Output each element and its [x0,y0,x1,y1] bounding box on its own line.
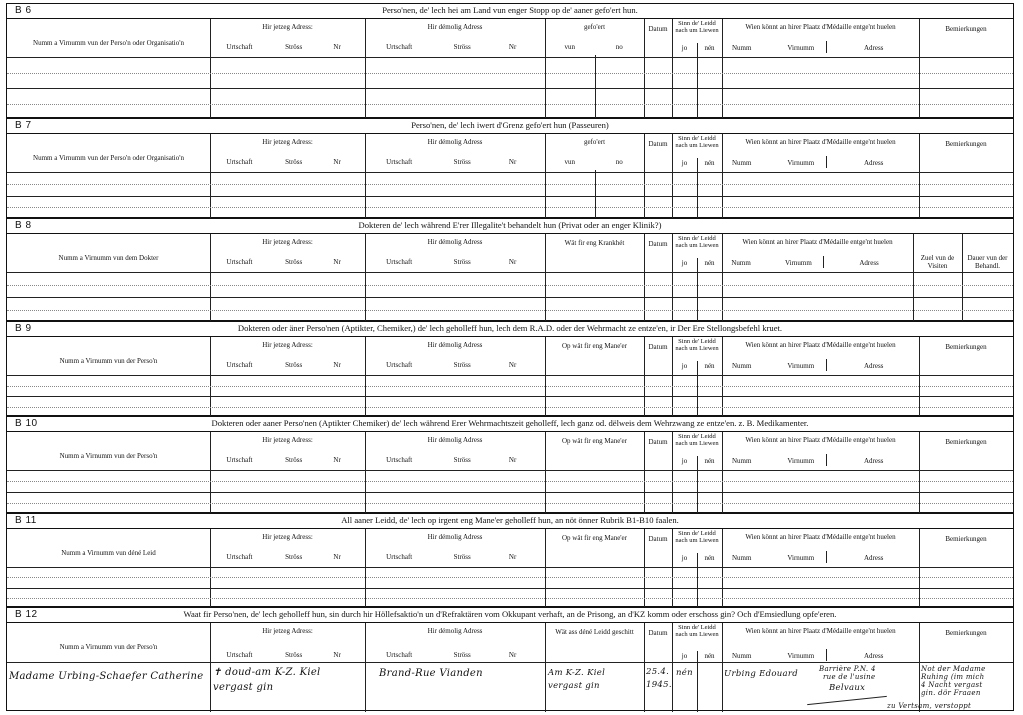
transported-header: gefo'ert [583,138,606,146]
handwritten-underline [807,696,887,705]
no-subheader: nén [704,159,715,167]
section-header [7,322,1013,337]
former-address-header: Hir démolig Adress [427,436,483,444]
former-address-header: Hir démolig Adress [427,238,483,246]
street-subheader: Ströss [453,43,471,51]
handwritten-fate-2: vergast gin [548,681,600,691]
yes-subheader: jo [681,457,688,465]
column-rule [697,43,698,119]
column-rule [697,651,698,712]
recipient-name-subheader: Numm [731,259,751,267]
section-header [7,119,1013,134]
section-b6 [6,3,1014,118]
first-column-header: Numm a Virnumm vun der Perso'n [59,643,158,651]
yes-subheader: jo [681,362,688,370]
town-subheader: Urtschaft [226,456,253,464]
section-header [7,219,1013,234]
recipient-address-subheader: Adress [859,259,879,267]
section-header [7,608,1013,623]
section-code: B 8 [15,220,32,231]
street-subheader: Ströss [453,158,471,166]
street-subheader: Ströss [285,651,303,659]
section-b8 [6,218,1014,321]
remarks-header: Bemierkungen [945,535,987,543]
current-address-header: Hir jetzeg Adress: [262,341,313,349]
section-title: Perso'nen, de' lech hei am Land vun enger Stopp op de' aaner gefo'ert hun. [382,5,638,15]
column-rule [697,361,698,417]
street-subheader: Ströss [453,456,471,464]
column-rule [672,529,673,608]
section-b7 [6,118,1014,218]
recipient-name-subheader: Numm [731,44,752,52]
date-header: Datum [648,240,668,248]
remarks-header: Bemierkungen [945,140,987,148]
to-subheader: no [615,158,623,166]
subcolumn-rule [826,551,827,563]
medal-recipient-header: Wien könnt an hirer Plaatz d'Médaille entge'nt huelen [745,436,896,444]
recipient-address-subheader: Adress [863,362,884,370]
section-header [7,4,1013,19]
entry-line [7,503,1013,504]
first-column-header: Numm a Virnumm vun der Perso'n oder Organisatio'n [33,154,184,162]
header-bottom-rule [7,470,1013,471]
town-subheader: Urtschaft [226,553,253,561]
recipient-name-subheader: Numm [731,457,752,465]
section-b9 [6,321,1014,416]
number-subheader: Nr [508,43,517,51]
street-subheader: Ströss [285,553,303,561]
section-b12 [6,607,1014,711]
entry-row-rule [7,196,1013,197]
current-address-header: Hir jetzeg Adress: [262,138,313,146]
section-title: All aaner Leidd, de' lech op irgent eng Mane'er geholleff hun, an nöt önner Rubrik B1-B10 faalen. [341,515,679,525]
column-rule [697,553,698,608]
entry-line [7,184,1013,185]
first-column-header: Numm a Virnumm vun dem Dokter [58,254,159,262]
recipient-address-subheader: Adress [863,554,884,562]
date-header: Datum [648,535,668,543]
number-subheader: Nr [333,258,341,266]
handwritten-current-address-2: vergast gin [213,682,274,693]
yes-subheader: jo [681,554,688,562]
column-rule [722,234,723,322]
town-subheader: Urtschaft [386,43,413,51]
number-subheader: Nr [508,258,517,266]
column-rule [697,456,698,514]
entry-line [7,207,1013,208]
medal-recipient-header: Wien könnt an hirer Plaatz d'Médaille entge'nt huelen [745,23,896,31]
column-rule [210,337,211,417]
medal-recipient-header: Wien könnt an hirer Plaatz d'Médaille entge'nt huelen [742,238,893,246]
street-subheader: Ströss [285,456,303,464]
section-title: Dokteren oder äner Perso'nen (Aptikter, Chemiker,) de' lech geholleff hun, lech dem R.A.D. oder der Wehrmacht ze entze'en, ir Der Ere Stellongsbefehl kruet. [237,323,783,333]
first-column-header: Numm a Virnumm vun der Perso'n oder Organisatio'n [33,39,184,47]
method-header: Op wät fir eng Mane'er [561,342,627,350]
from-subheader: vun [564,158,575,166]
still-alive-header: Sinn de' Leidd nach um Liewen [675,433,719,447]
entry-line [7,386,1013,387]
column-rule [672,432,673,514]
column-rule [545,234,546,322]
entry-row-rule [7,492,1013,493]
section-title: Perso'nen, de' lech iwert d'Grenz gefo'ert hun (Passeuren) [411,120,609,130]
entry-line [7,73,1013,74]
column-rule [545,623,546,712]
subcolumn-rule [826,454,827,466]
former-address-header: Hir démolig Adress [427,627,483,635]
number-subheader: Nr [508,651,517,659]
handwritten-current-address: ✝ doud-am K-Z. Kiel [213,667,321,678]
number-subheader: Nr [333,43,341,51]
former-address-header: Hir démolig Adress [427,23,483,31]
first-column-header: Numm a Virnumm vun déné Leid [61,549,156,557]
remarks-header: Bemierkungen [945,25,987,33]
street-subheader: Ströss [285,158,303,166]
entry-line [7,598,1013,599]
header-bottom-rule [7,57,1013,58]
remarks-header: Bemierkungen [945,343,987,351]
town-subheader: Urtschaft [386,361,413,369]
header-bottom-rule [7,272,1013,273]
entry-line [7,481,1013,482]
section-b11 [6,513,1014,607]
yes-subheader: jo [681,159,688,167]
recipient-firstname-subheader: Virnumm [787,652,815,660]
recipient-address-subheader: Adress [863,652,884,660]
section-code: B 11 [15,515,37,526]
column-rule [697,258,698,322]
recipient-name-subheader: Numm [731,652,752,660]
section-title: Dokteren oder aaner Perso'nen (Aptikter Chemiker) de' lech während Erer Wehrmachtszeit geholleff, lech ganz od. dëlweis dem Wehrzwang ze entze'en. z. B. Medikamenter. [211,418,809,428]
entry-row-rule [7,88,1013,89]
column-rule [595,170,596,219]
handwritten-note: zu Vertsam, verstoppt [887,702,972,710]
no-subheader: nén [704,457,715,465]
number-subheader: Nr [508,158,517,166]
method-header: Op wät fir eng Mane'er [561,534,627,542]
header-bottom-rule [7,172,1013,173]
town-subheader: Urtschaft [386,651,413,659]
column-rule [722,623,723,712]
date-header: Datum [648,343,668,351]
number-subheader: Nr [333,158,341,166]
from-subheader: vun [564,43,575,51]
method-header: Wät ass déné Leidd geschitt [555,628,634,636]
column-rule [722,432,723,514]
number-subheader: Nr [333,361,341,369]
entry-line [7,577,1013,578]
entry-line [7,104,1013,105]
current-address-header: Hir jetzeg Adress: [262,436,313,444]
section-code: B 9 [15,323,32,334]
recipient-firstname-subheader: Virnumm [787,457,815,465]
subcolumn-rule [826,649,827,661]
handwritten-fate: Am K-Z. Kiel [548,668,606,678]
street-subheader: Ströss [453,651,471,659]
handwritten-date-2: 1945. [646,680,672,690]
medal-recipient-header: Wien könnt an hirer Plaatz d'Médaille entge'nt huelen [745,138,896,146]
town-subheader: Urtschaft [386,158,413,166]
medal-recipient-header: Wien könnt an hirer Plaatz d'Médaille entge'nt huelen [745,341,896,349]
no-subheader: nén [704,554,715,562]
former-address-header: Hir démolig Adress [427,533,483,541]
date-header: Datum [648,25,668,33]
yes-subheader: jo [681,44,688,52]
entry-line [7,310,1013,311]
treatment-duration-header: Dauer vun der Behandl. [967,254,1008,270]
handwritten-date: 25.4. [646,667,670,677]
former-address-header: Hir démolig Adress [427,341,483,349]
number-subheader: Nr [333,456,341,464]
column-rule [913,234,914,322]
handwritten-remark-2: Ruhing (im mich [921,673,985,681]
town-subheader: Urtschaft [226,258,253,266]
first-column-header: Numm a Virnumm vun der Perso'n [59,357,158,365]
town-subheader: Urtschaft [386,553,413,561]
column-rule [210,234,211,322]
recipient-address-subheader: Adress [863,44,884,52]
handwritten-name: Madame Urbing-Schaefer Catherine [9,671,204,682]
entry-row-rule [7,297,1013,298]
column-rule [210,623,211,712]
handwritten-recipient-address: Barrière P.N. 4 [819,665,876,673]
section-code: B 12 [15,609,38,620]
handwritten-remark-4: gin. dör Fraaen [921,689,981,697]
town-subheader: Urtschaft [226,651,253,659]
remarks-header: Bemierkungen [945,438,987,446]
number-subheader: Nr [333,553,341,561]
street-subheader: Ströss [453,361,471,369]
town-subheader: Urtschaft [226,43,253,51]
street-subheader: Ströss [285,258,303,266]
column-rule [722,337,723,417]
column-rule [365,234,366,322]
still-alive-header: Sinn de' Leidd nach um Liewen [675,20,719,34]
current-address-header: Hir jetzeg Adress: [262,238,313,246]
column-rule [697,158,698,219]
medal-recipient-header: Wien könnt an hirer Plaatz d'Médaille entge'nt huelen [745,627,896,635]
recipient-firstname-subheader: Virnumm [787,159,815,167]
number-subheader: Nr [508,456,517,464]
to-subheader: no [615,43,623,51]
former-address-header: Hir démolig Adress [427,138,483,146]
handwritten-remark-3: 4 Nacht vergast [921,681,983,689]
entry-line [7,285,1013,286]
date-header: Datum [648,629,668,637]
method-header: Op wät fir eng Mane'er [561,437,627,445]
street-subheader: Ströss [285,361,303,369]
column-rule [365,337,366,417]
subcolumn-rule [823,256,824,268]
street-subheader: Ströss [453,258,471,266]
subcolumn-rule [826,41,827,53]
column-rule [722,529,723,608]
number-subheader: Nr [508,553,517,561]
recipient-name-subheader: Numm [731,362,752,370]
column-rule [672,234,673,322]
section-title: Dokteren de' lech während E'rer Illegalite't behandelt hun (Privat oder an enger Klinik?) [358,220,662,230]
town-subheader: Urtschaft [386,456,413,464]
section-code: B 10 [15,418,38,429]
section-code: B 6 [15,5,32,16]
yes-subheader: jo [681,652,688,660]
still-alive-header: Sinn de' Leidd nach um Liewen [675,624,719,638]
handwritten-no: nén [676,668,693,678]
still-alive-header: Sinn de' Leidd nach um Liewen [675,235,719,249]
still-alive-header: Sinn de' Leidd nach um Liewen [675,135,719,149]
transported-header: gefo'ert [583,23,606,31]
recipient-firstname-subheader: Virnumm [787,44,815,52]
entry-row-rule [7,396,1013,397]
recipient-address-subheader: Adress [863,457,884,465]
header-bottom-rule [7,375,1013,376]
number-subheader: Nr [508,361,517,369]
street-subheader: Ströss [453,553,471,561]
section-b10 [6,416,1014,513]
visits-header: Zuel vun de Visiten [920,254,955,270]
yes-subheader: jo [681,259,688,267]
current-address-header: Hir jetzeg Adress: [262,23,313,31]
handwritten-recipient-address-2: rue de l'usine [823,673,876,681]
current-address-header: Hir jetzeg Adress: [262,627,313,635]
column-rule [365,432,366,514]
recipient-name-subheader: Numm [731,554,752,562]
date-header: Datum [648,140,668,148]
subcolumn-rule [826,359,827,371]
header-bottom-rule [7,662,1013,663]
town-subheader: Urtschaft [386,258,413,266]
remarks-header: Bemierkungen [945,629,987,637]
handwritten-recipient-address-3: Belvaux [829,683,866,693]
column-rule [365,623,366,712]
no-subheader: nén [704,652,715,660]
still-alive-header: Sinn de' Leidd nach um Liewen [675,530,719,544]
recipient-address-subheader: Adress [863,159,884,167]
medal-recipient-header: Wien könnt an hirer Plaatz d'Médaille entge'nt huelen [745,533,896,541]
street-subheader: Ströss [285,43,303,51]
no-subheader: nén [704,259,715,267]
form-sheet [6,3,1014,711]
recipient-firstname-subheader: Virnumm [787,362,815,370]
no-subheader: nén [704,362,715,370]
recipient-name-subheader: Numm [731,159,752,167]
first-column-header: Numm a Virnumm vun der Perso'n [59,452,158,460]
entry-row-rule [7,588,1013,589]
column-rule [210,432,211,514]
section-code: B 7 [15,120,32,131]
town-subheader: Urtschaft [226,158,253,166]
column-rule [595,55,596,119]
column-rule [672,623,673,712]
recipient-firstname-subheader: Virnumm [784,259,812,267]
recipient-firstname-subheader: Virnumm [787,554,815,562]
column-rule [962,234,963,322]
number-subheader: Nr [333,651,341,659]
section-header [7,417,1013,432]
column-rule [672,337,673,417]
current-address-header: Hir jetzeg Adress: [262,533,313,541]
handwritten-recipient: Urbing Edouard [724,669,799,679]
date-header: Datum [648,438,668,446]
town-subheader: Urtschaft [226,361,253,369]
handwritten-remark-1: Not der Madame [921,665,986,673]
method-header: Wät fir eng Krankhét [564,239,625,247]
handwritten-former-address: Brand-Rue Vianden [379,668,483,679]
subcolumn-rule [826,156,827,168]
section-header [7,514,1013,529]
still-alive-header: Sinn de' Leidd nach um Liewen [675,338,719,352]
entry-line [7,407,1013,408]
no-subheader: nén [704,44,715,52]
header-bottom-rule [7,567,1013,568]
section-title: Waat fir Perso'nen, de' lech geholleff hun, sin durch hir Höllefsaktio'n un d'Refraktären vom Okkupant verhaft, an de Prisong, an d'KZ komm oder erschoss gin? Och d'Emsiedlung opfe'eren. [183,609,837,619]
